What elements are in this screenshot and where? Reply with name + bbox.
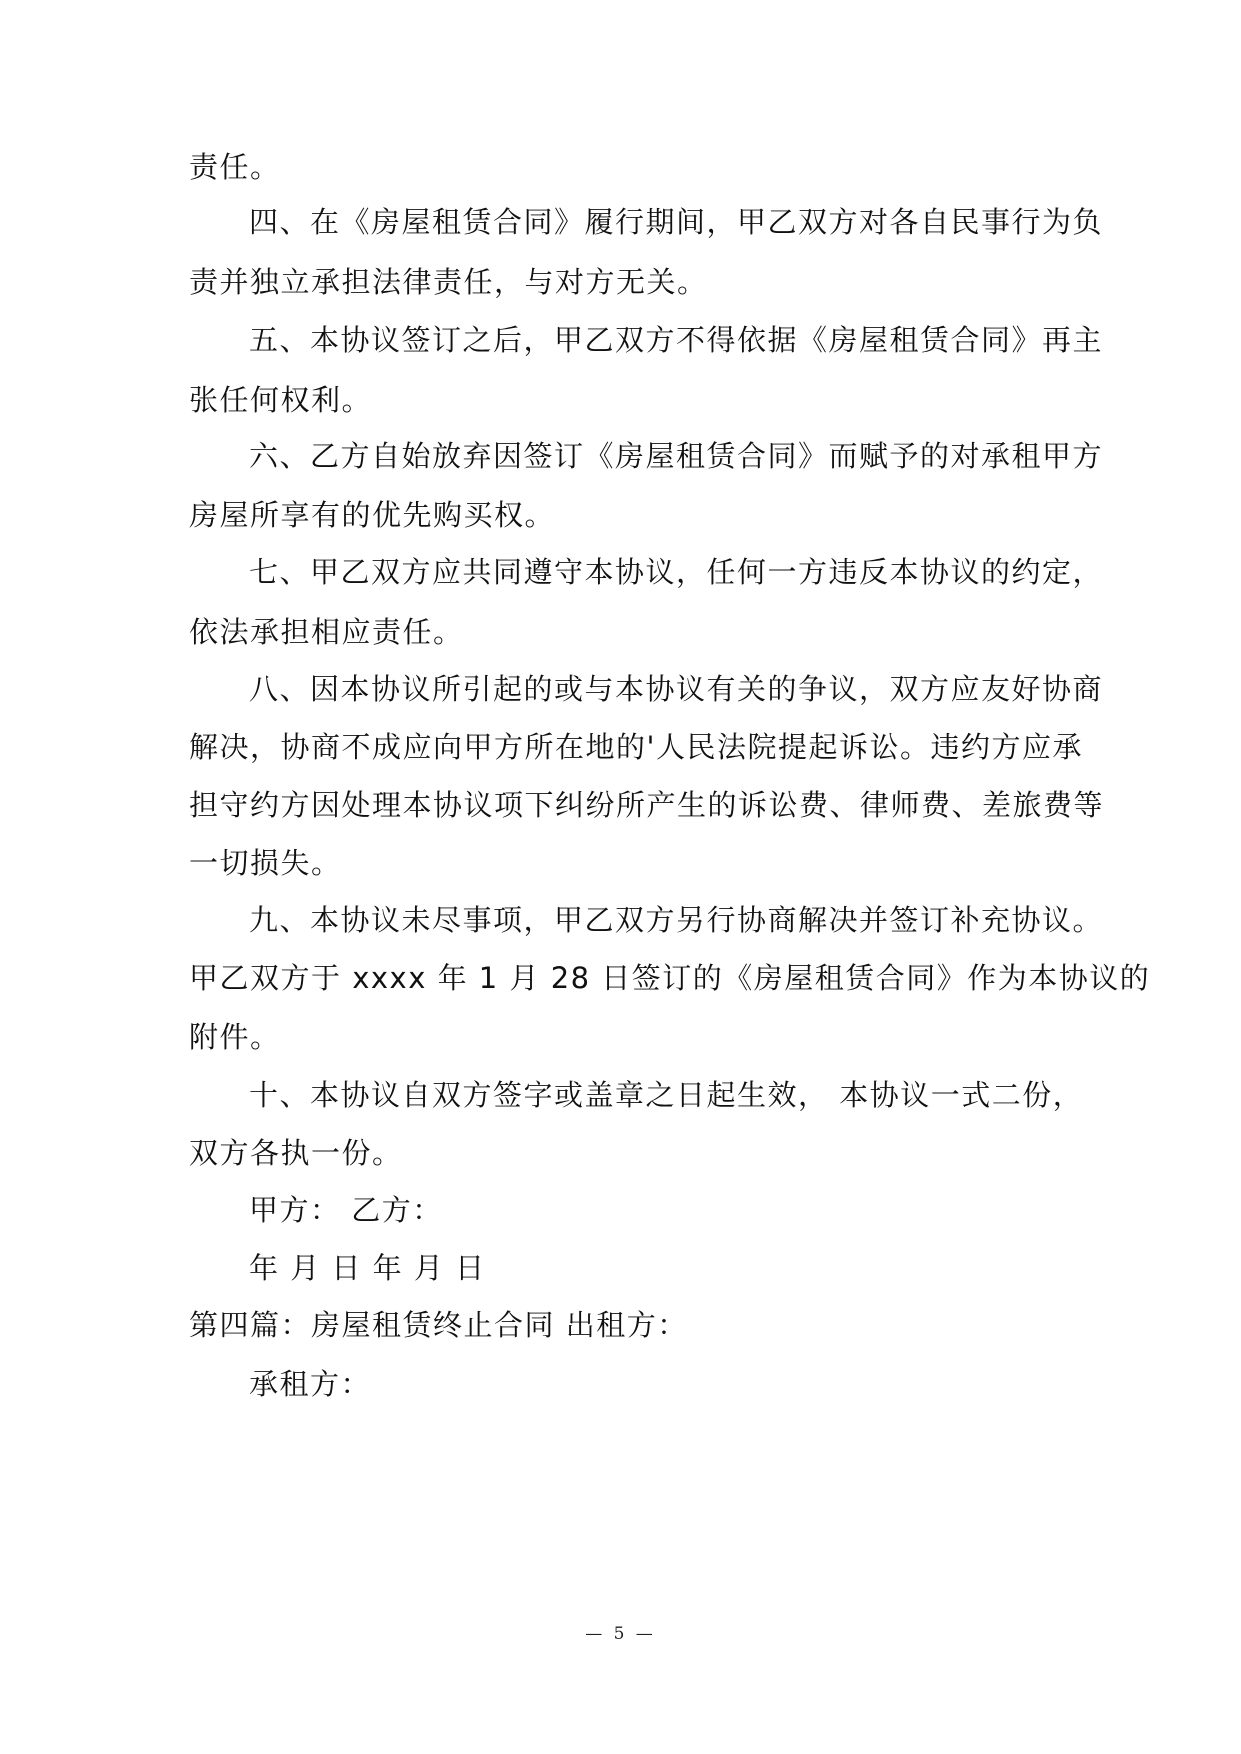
clause-10-line-2: 双方各执一份。 (189, 1136, 403, 1170)
clause-5-line-1: 五、本协议签订之后，甲乙双方不得依据《房屋租赁合同》再主 (249, 323, 1104, 357)
clause-7-line-1: 七、甲乙双方应共同遵守本协议，任何一方违反本协议的约定， (249, 555, 1104, 589)
clause-7-line-2: 依法承担相应责任。 (189, 615, 464, 649)
signature-dates: 年 月 日 年 月 日 (249, 1251, 486, 1285)
clause-5-line-2: 张任何权利。 (189, 383, 373, 417)
text-line-1: 责任。 (189, 150, 281, 184)
clause-9-line-1: 九、本协议未尽事项，甲乙双方另行协商解决并签订补充协议。 (249, 903, 1104, 937)
clause-8-line-2: 解决，协商不成应向甲方所在地的'人民法院提起诉讼。违约方应承 (189, 730, 1083, 764)
clause-8-line-4: 一切损失。 (189, 846, 342, 880)
clause-9-line-2: 甲乙双方于 xxxx 年 1 月 28 日签订的《房屋租赁合同》作为本协议的 (189, 961, 1151, 995)
lessee-label: 承租方： (249, 1367, 372, 1401)
clause-8-line-3: 担守约方因处理本协议项下纠纷所产生的诉讼费、律师费、差旅费等 (189, 788, 1105, 822)
clause-10-line-1: 十、本协议自双方签字或盖章之日起生效， 本协议一式二份， (249, 1078, 1084, 1112)
section-heading: 第四篇：房屋租赁终止合同 出租方： (189, 1308, 688, 1342)
clause-6-line-2: 房屋所享有的优先购买权。 (189, 498, 556, 532)
clause-4-line-1: 四、在《房屋租赁合同》履行期间，甲乙双方对各自民事行为负 (249, 205, 1104, 239)
clause-9-line-3: 附件。 (189, 1020, 281, 1054)
signature-parties: 甲方： 乙方： (249, 1193, 443, 1227)
page-number: — 5 — (585, 1624, 656, 1644)
clause-8-line-1: 八、因本协议所引起的或与本协议有关的争议，双方应友好协商 (249, 672, 1104, 706)
clause-6-line-1: 六、乙方自始放弃因签订《房屋租赁合同》而赋予的对承租甲方 (249, 439, 1104, 473)
clause-4-line-2: 责并独立承担法律责任，与对方无关。 (189, 265, 708, 299)
